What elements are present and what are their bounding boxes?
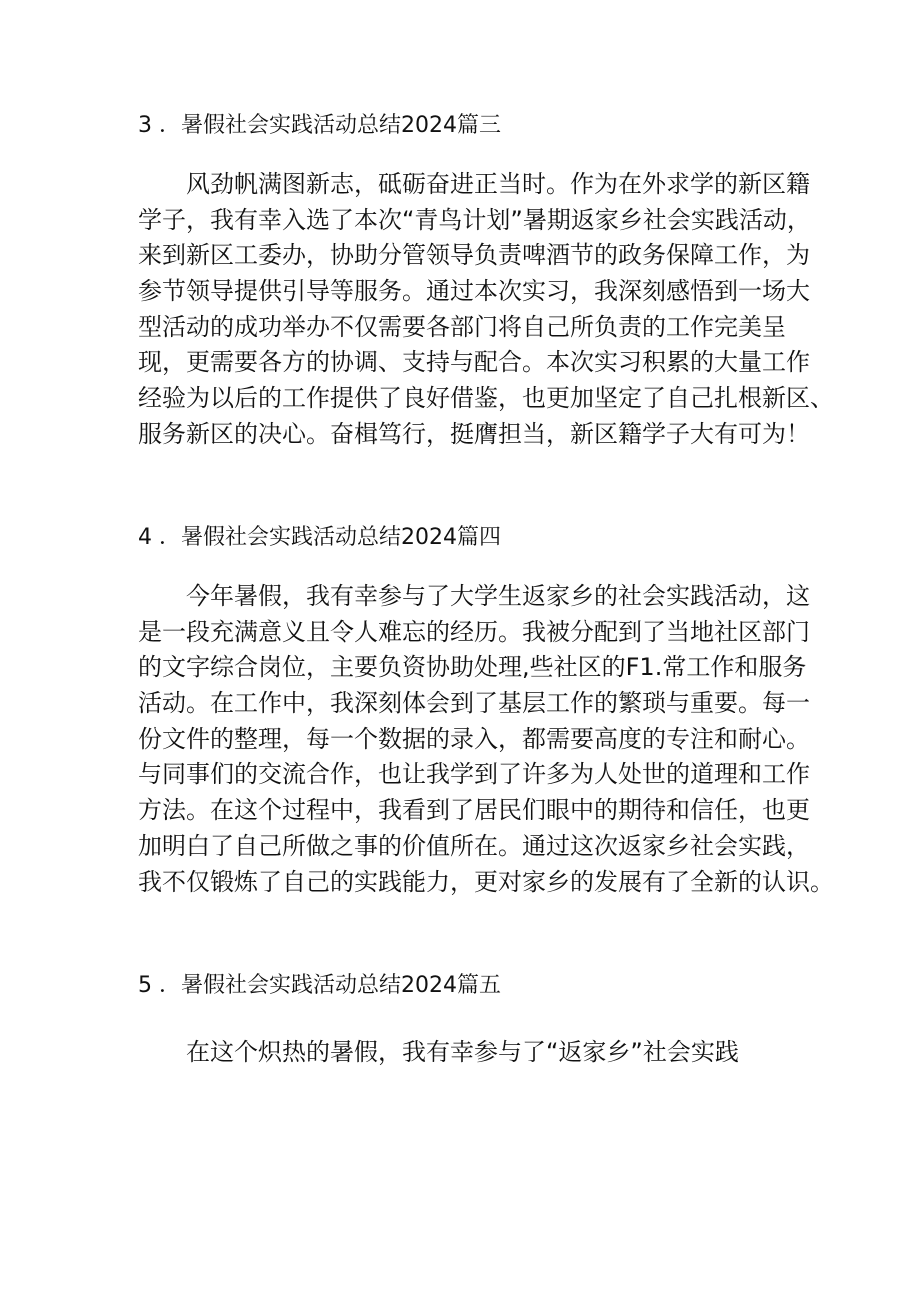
- section-5-heading: 5 ．暑假社会实践活动总结2024篇五: [138, 973, 501, 998]
- paragraph-line: 经验为以后的工作提供了良好借鉴，也更加坚定了自己扎根新区、: [138, 384, 834, 413]
- paragraph-line: 我不仅锻炼了自己的实践能力，更对家乡的发展有了全新的认识。: [138, 867, 834, 896]
- paragraph-line: 方法。在这个过程中，我看到了居民们眼中的期待和信任，也更: [138, 796, 810, 825]
- section-5-paragraph: [138, 1035, 788, 1071]
- section-3-heading: 3 ．暑假社会实践活动总结2024篇三: [138, 113, 501, 138]
- paragraph-line: 来到新区工委办，协助分管领导负责啤酒节的政务保障工作，为: [138, 241, 810, 270]
- paragraph-line: 份文件的整理，每一个数据的录入，都需要高度的专注和耐心。: [138, 724, 810, 753]
- paragraph-line: 活动。在工作中，我深刻体会到了基层工作的繁琐与重要。每一: [138, 689, 810, 718]
- paragraph-line: 的文字综合岗位，主要负资协助处理,些社区的F1.常工作和服务: [138, 653, 807, 682]
- section-4-paragraph: [138, 579, 834, 900]
- paragraph-line: 学子，我有幸入选了本次“青鸟计划”暑期返家乡社会实践活动，: [138, 205, 811, 234]
- paragraph-line: 在这个炽热的暑假，我有幸参与了“返家乡”社会实践: [186, 1038, 739, 1066]
- paragraph-line: 风劲帆满图新志，砥砺奋进正当时。作为在外求学的新区籍: [186, 170, 810, 198]
- paragraph-line: 参节领导提供引导等服务。通过本次实习，我深刻感悟到一场大: [138, 277, 810, 306]
- paragraph-line: 加明白了自己所做之事的价值所在。通过这次返家乡社会实践，: [138, 831, 810, 860]
- paragraph-line: 型活动的成功举办不仅需要各部门将自己所负责的工作完美呈: [138, 312, 786, 341]
- section-4-heading: 4 ．暑假社会实践活动总结2024篇四: [138, 525, 501, 550]
- paragraph-line: 今年暑假，我有幸参与了大学生返家乡的社会实践活动，这: [186, 582, 810, 610]
- paragraph-line: 现，更需要各方的协调、支持与配合。本次实习积累的大量工作: [138, 348, 810, 377]
- paragraph-line: 是一段充满意义且令人难忘的经历。我被分配到了当地社区部门: [138, 617, 810, 646]
- paragraph-line: 服务新区的决心。奋楫笃行，挺膺担当，新区籍学子大有可为！: [138, 419, 810, 448]
- paragraph-line: 与同事们的交流合作，也让我学到了许多为人处世的道理和工作: [138, 760, 810, 789]
- section-3-paragraph: [138, 167, 834, 453]
